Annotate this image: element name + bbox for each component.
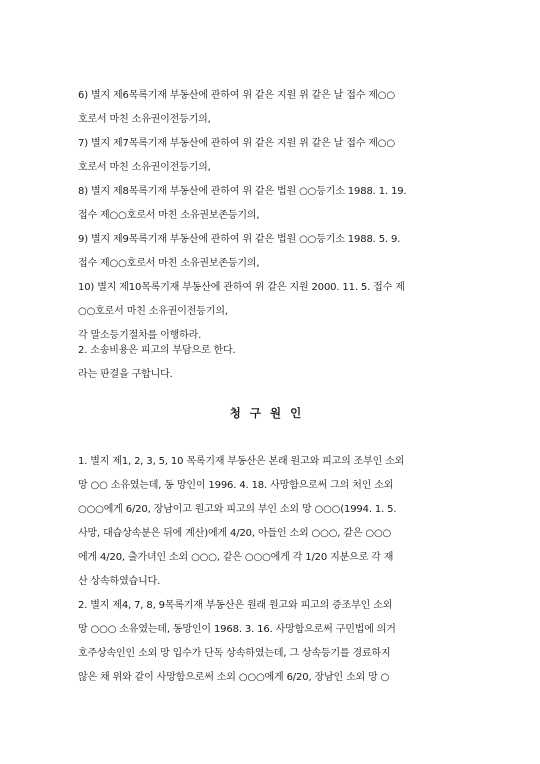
text-line: 망 ○○○ 소유였는데, 동망인이 1968. 3. 16. 사망함으로써 구민법에 의거 [78,624,396,635]
text-line: 1. 별지 제1, 2, 3, 5, 10 목록기재 부동산은 본래 원고와 피고의 조부인 소외 [78,456,405,467]
text-line: 접수 제○○호로서 마친 소유권보존등기의, [78,258,260,269]
text-line: ○○○에게 6/20, 장남이고 원고와 피고의 부인 소외 망 ○○○(1994. 1. 5. [78,504,397,515]
text-line: 산 상속하였습니다. [78,576,161,587]
text-line: 7) 별지 제7목록기재 부동산에 관하여 위 같은 지원 위 같은 날 접수 제○○ [78,138,395,149]
claim-reason-paragraph-1 [78,450,478,594]
text-line: 9) 별지 제9목록기재 부동산에 관하여 위 같은 법원 ○○등기소 1988. 5. 9. [78,234,401,245]
text-line: 라는 판결을 구합니다. [78,369,173,380]
text-line: 6) 별지 제6목록기재 부동산에 관하여 위 같은 지원 위 같은 날 접수 제○○ [78,90,395,101]
text-line: 않은 채 위와 같이 사망함으로써 소외 ○○○에게 6/20, 장남인 소외 망 ○ [78,672,390,683]
text-line: 에게 4/20, 출가녀인 소외 ○○○, 같은 ○○○에게 각 1/20 지분으로 각 재 [78,552,394,563]
text-line: 호로서 마친 소유권이전등기의, [78,114,211,125]
text-line: 8) 별지 제8목록기재 부동산에 관하여 위 같은 법원 ○○등기소 1988. 1. 19. [78,186,407,197]
section-heading: 청구원인 [229,406,311,420]
text-line: 사망, 대습상속분은 뒤에 계산)에게 4/20, 아들인 소외 ○○○, 같은 ○○○ [78,528,392,539]
text-line: 2. 별지 제4, 7, 8, 9목록기재 부동산은 원래 원고와 피고의 증조부인 소외 [78,600,393,611]
text-line: 호주상속인인 소외 망 입수가 단독 상속하였는데, 그 상속등기를 경료하지 [78,648,391,659]
text-line: 각 말소등기절차를 이행하라. [78,330,202,341]
text-line: 망 ○○ 소유였는데, 동 망인이 1996. 4. 18. 사망함으로써 그의 처인 소외 [78,480,394,491]
text-line: ○○호로서 마친 소유권이전등기의, [78,306,228,317]
litigation-cost-clause [78,339,478,387]
text-line: 호로서 마친 소유권이전등기의, [78,162,211,173]
text-line: 접수 제○○호로서 마친 소유권보존등기의, [78,210,260,221]
claim-reason-paragraph-2 [78,594,478,690]
text-line: 2. 소송비용은 피고의 부담으로 한다. [78,345,236,356]
text-line: 10) 별지 제10목록기재 부동산에 관하여 위 같은 지원 2000. 11. 5. 접수 제 [78,282,405,293]
claim-list-continued [78,84,478,348]
